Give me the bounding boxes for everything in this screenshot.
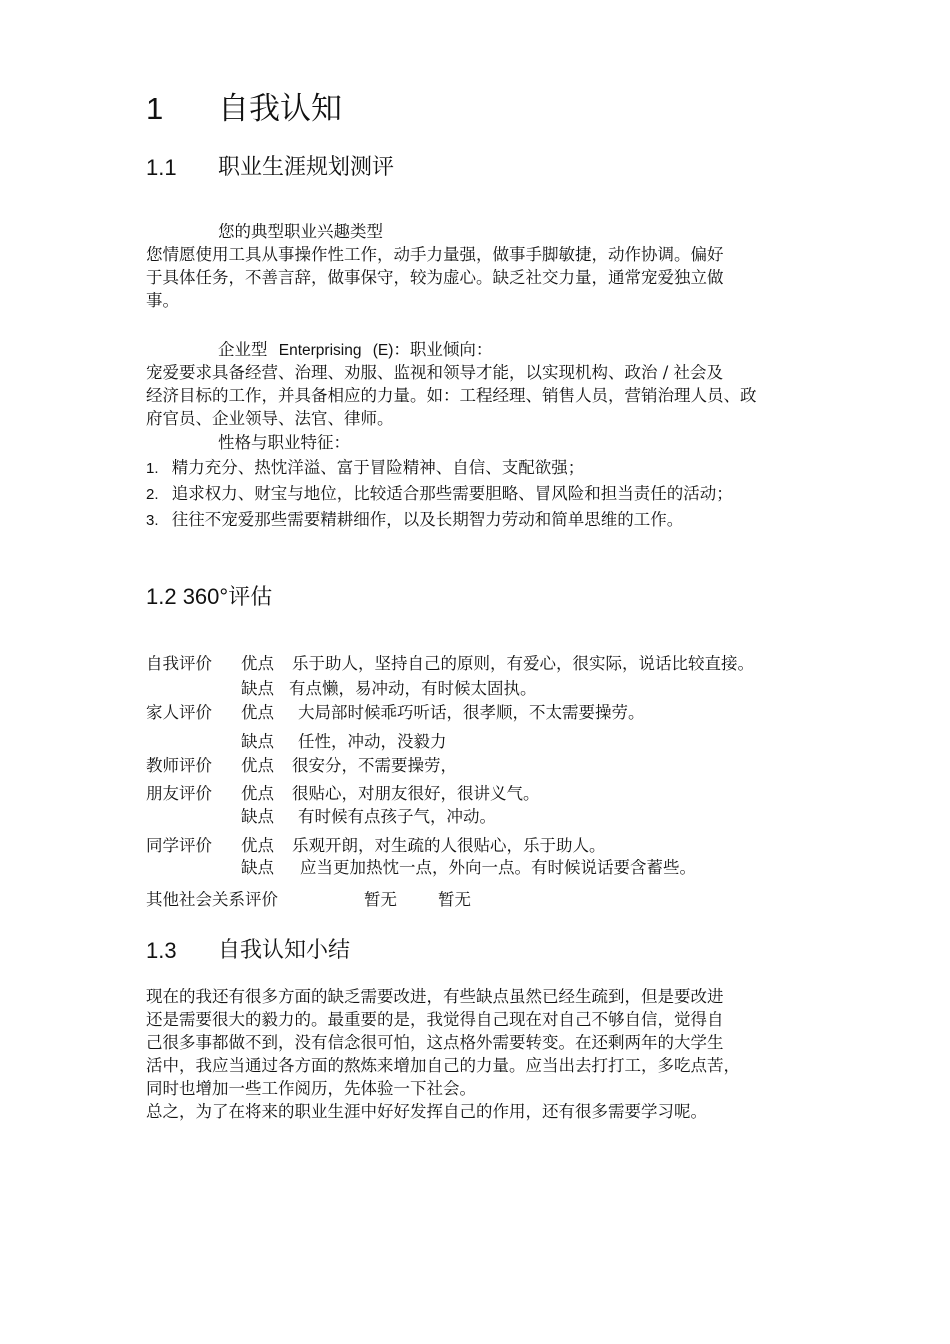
section-1-2-title: 1.2 360°评估 bbox=[146, 584, 273, 609]
section-1-number: 1 bbox=[146, 91, 164, 126]
type-suffix: ：职业倾向： bbox=[393, 340, 493, 359]
tendency-line: 宠爱要求具备经营、治理、劝服、监视和领导才能，以实现机构、政治 / 社会及 bbox=[146, 363, 724, 382]
eval-kind: 优点 bbox=[241, 654, 274, 673]
eval-text: 很贴心，对朋友很好，很讲义气。 bbox=[292, 784, 540, 803]
interest-desc-line: 事。 bbox=[146, 291, 179, 310]
other-relations-value: 暂无 bbox=[438, 890, 471, 909]
traits-heading: 性格与职业特征： bbox=[218, 433, 350, 452]
eval-label: 同学评价 bbox=[146, 836, 212, 855]
summary-line: 己很多事都做不到，没有信念很可怕，这点格外需要转变。在还剩两年的大学生 bbox=[146, 1033, 724, 1052]
trait-item bbox=[146, 482, 733, 506]
trait-text: 往往不宠爱那些需要精耕细作，以及长期智力劳动和简单思维的工作。 bbox=[171, 510, 684, 529]
eval-text: 很安分，不需要操劳， bbox=[292, 756, 457, 775]
trait-number: 1. bbox=[146, 460, 159, 477]
eval-kind: 缺点 bbox=[241, 732, 274, 751]
eval-text: 乐观开朗，对生疏的人很贴心，乐于助人。 bbox=[292, 836, 606, 855]
type-line bbox=[218, 338, 492, 362]
eval-label: 教师评价 bbox=[146, 756, 212, 775]
eval-label: 朋友评价 bbox=[146, 784, 212, 803]
eval-kind: 缺点 bbox=[241, 679, 274, 698]
summary-line: 总之，为了在将来的职业生涯中好好发挥自己的作用，还有很多需要学习呢。 bbox=[146, 1102, 707, 1121]
eval-text: 大局部时候乖巧听话，很孝顺，不太需要操劳。 bbox=[298, 703, 645, 722]
eval-text: 任性，冲动，没毅力 bbox=[298, 732, 447, 751]
tendency-line: 经济目标的工作，并具备相应的力量。如：工程经理、销售人员，营销治理人员、政 bbox=[146, 386, 757, 405]
eval-text: 有时候有点孩子气，冲动。 bbox=[298, 807, 496, 826]
eval-label: 自我评价 bbox=[146, 654, 212, 673]
trait-item bbox=[146, 456, 584, 480]
interest-desc-line: 您情愿使用工具从事操作性工作，动手力量强，做事手脚敏捷，动作协调。偏好 bbox=[146, 245, 724, 264]
type-en: Enterprising bbox=[278, 342, 362, 359]
trait-text: 精力充分、热忱洋溢、富于冒险精神、自信、支配欲强； bbox=[171, 458, 585, 477]
eval-kind: 优点 bbox=[241, 756, 274, 775]
section-1-3-title: 自我认知小结 bbox=[218, 938, 351, 963]
section-1-3-number: 1.3 bbox=[146, 938, 177, 963]
section-1-1-number: 1.1 bbox=[146, 155, 177, 180]
trait-number: 3. bbox=[146, 512, 159, 529]
summary-line: 现在的我还有很多方面的缺乏需要改进，有些缺点虽然已经生疏到，但是要改进 bbox=[146, 987, 724, 1006]
trait-number: 2. bbox=[146, 486, 159, 503]
eval-kind: 优点 bbox=[241, 784, 274, 803]
section-1-1-title: 职业生涯规划测评 bbox=[218, 155, 395, 180]
other-relations-label: 其他社会关系评价 bbox=[146, 890, 278, 909]
eval-kind: 缺点 bbox=[241, 807, 274, 826]
eval-kind: 优点 bbox=[241, 836, 274, 855]
type-prefix: 企业型 bbox=[218, 340, 268, 359]
eval-text: 有点懒，易冲动，有时候太固执。 bbox=[289, 679, 537, 698]
interest-heading: 您的典型职业兴趣类型 bbox=[218, 222, 383, 241]
trait-item bbox=[146, 508, 683, 532]
eval-text: 乐于助人，坚持自己的原则，有爱心，很实际，说话比较直接。 bbox=[292, 654, 754, 673]
summary-line: 活中，我应当通过各方面的熬炼来增加自己的力量。应当出去打打工，多吃点苦， bbox=[146, 1056, 740, 1075]
section-1-title: 自我认知 bbox=[218, 91, 342, 127]
eval-kind: 缺点 bbox=[241, 858, 274, 877]
summary-line: 同时也增加一些工作阅历，先体验一下社会。 bbox=[146, 1079, 476, 1098]
trait-text: 追求权力、财宝与地位，比较适合那些需要胆略、冒风险和担当责任的活动； bbox=[171, 484, 733, 503]
eval-text: 应当更加热忱一点，外向一点。有时候说话要含蓄些。 bbox=[300, 858, 696, 877]
other-relations-value: 暂无 bbox=[364, 890, 397, 909]
interest-desc-line: 于具体任务，不善言辞，做事保守，较为虚心。缺乏社交力量，通常宠爱独立做 bbox=[146, 268, 724, 287]
tendency-line: 府官员、企业领导、法官、律师。 bbox=[146, 409, 394, 428]
eval-label: 家人评价 bbox=[146, 703, 212, 722]
summary-line: 还是需要很大的毅力的。最重要的是，我觉得自己现在对自己不够自信，觉得自 bbox=[146, 1010, 724, 1029]
eval-kind: 优点 bbox=[241, 703, 274, 722]
type-code: (E) bbox=[372, 342, 394, 359]
